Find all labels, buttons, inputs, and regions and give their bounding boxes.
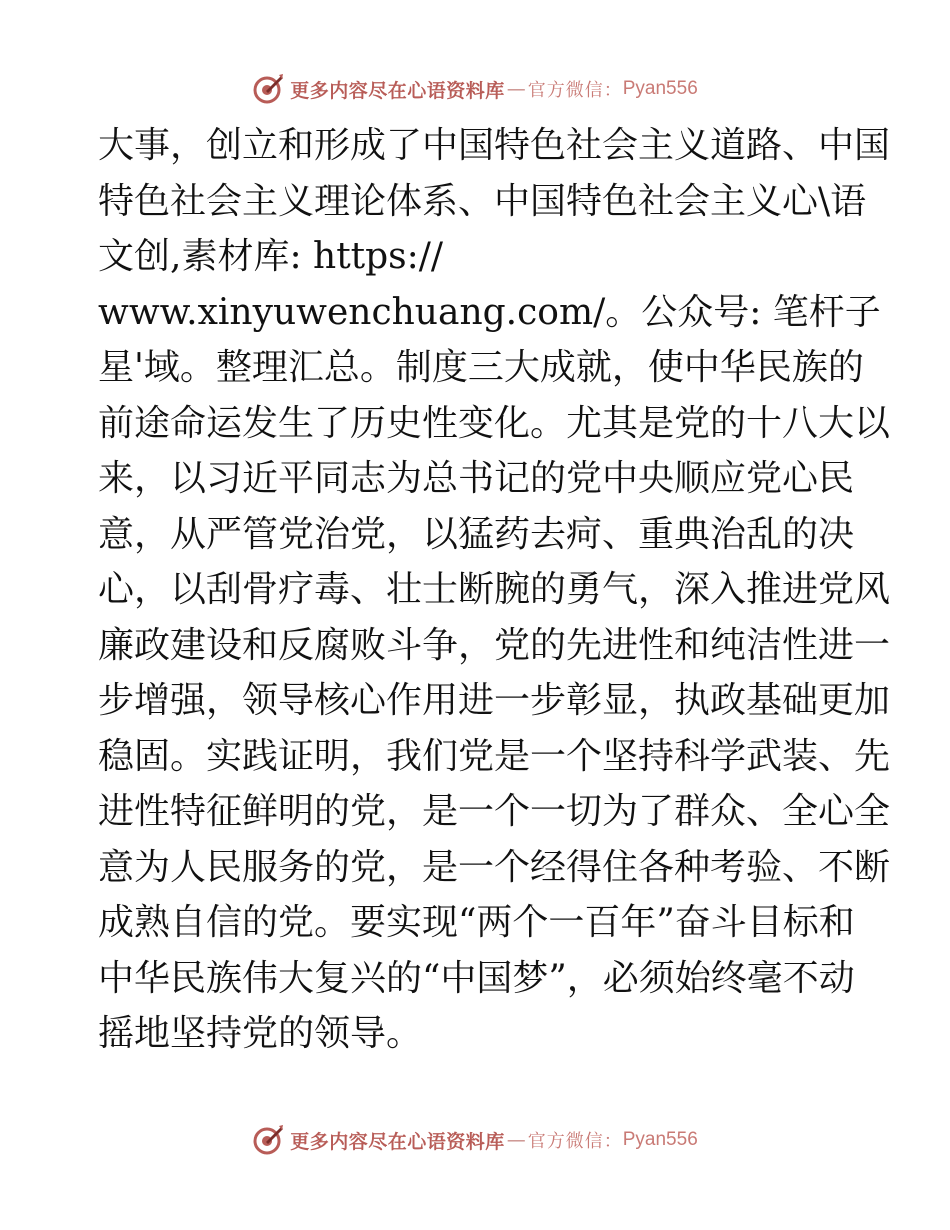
header-wechat-label: 官方微信： bbox=[527, 80, 623, 101]
document-body bbox=[98, 118, 891, 1062]
body-line-5: 星'域。整理汇总。制度三大成就，使中华民族的 bbox=[98, 347, 864, 388]
body-line-16: 中华民族伟大复兴的“中国梦”，必须始终毫不动 bbox=[98, 957, 855, 999]
header-banner-dash: — bbox=[506, 78, 526, 100]
header-banner bbox=[0, 69, 950, 109]
footer-banner bbox=[0, 1120, 950, 1160]
body-line-6: 前途命运发生了历史性变化。尤其是党的十八大以 bbox=[98, 402, 891, 444]
body-line-15: 成熟自信的党。要实现“两个一百年”奋斗目标和 bbox=[98, 902, 855, 943]
body-line-13: 进性特征鲜明的党，是一个一切为了群众、全心全 bbox=[98, 791, 891, 832]
body-line-4: www.xinyuwenchuang.com/。公众号: 笔杆子 bbox=[98, 291, 881, 333]
body-line-2: 特色社会主义理论体系、中国特色社会主义心\语 bbox=[98, 180, 867, 222]
footer-banner-dash: — bbox=[506, 1129, 526, 1151]
body-line-11: 步增强，领导核心作用进一步彰显，执政基础更加 bbox=[98, 680, 891, 721]
quill-logo-icon bbox=[252, 1124, 284, 1156]
body-line-9: 心，以刮骨疗毒、壮士断腕的勇气，深入推进党风 bbox=[98, 569, 891, 610]
body-line-3: 文创,素材库: https:// bbox=[98, 236, 444, 277]
header-wechat-id: Pyan556 bbox=[622, 78, 698, 99]
body-line-8: 意，从严管党治党，以猛药去疴、重典治乱的决 bbox=[98, 513, 855, 555]
footer-wechat-id: Pyan556 bbox=[622, 1129, 698, 1150]
footer-banner-text: 更多内容尽在心语资料库 bbox=[290, 1130, 505, 1153]
body-line-1: 大事，创立和形成了中国特色社会主义道路、中国 bbox=[98, 125, 891, 166]
body-line-14: 意为人民服务的党，是一个经得住各种考验、不断 bbox=[98, 846, 891, 888]
quill-logo-icon bbox=[252, 73, 284, 105]
body-line-12: 稳固。实践证明，我们党是一个坚持科学武装、先 bbox=[98, 735, 891, 777]
body-line-7: 来，以习近平同志为总书记的党中央顺应党心民 bbox=[98, 458, 855, 499]
header-banner-text: 更多内容尽在心语资料库 bbox=[290, 79, 505, 102]
body-line-17: 摇地坚持党的领导。 bbox=[98, 1013, 423, 1054]
footer-wechat-label: 官方微信： bbox=[527, 1131, 623, 1152]
body-line-10: 廉政建设和反腐败斗争，党的先进性和纯洁性进一 bbox=[98, 624, 891, 666]
